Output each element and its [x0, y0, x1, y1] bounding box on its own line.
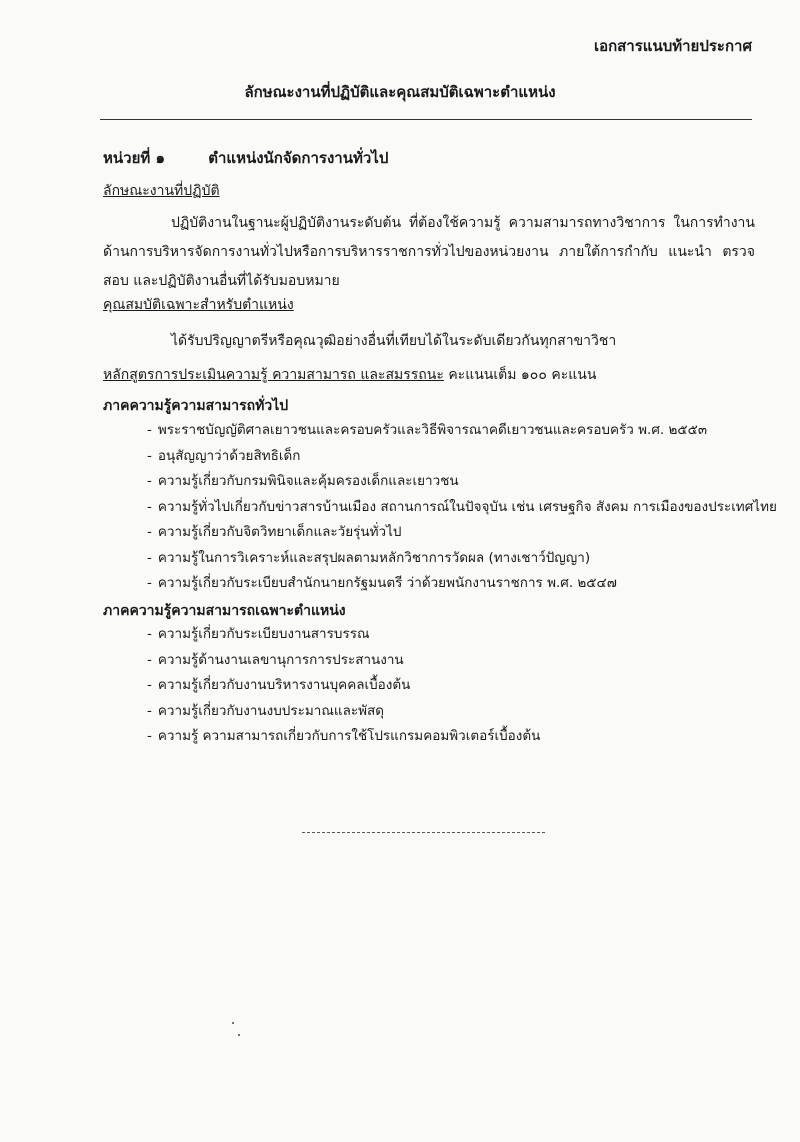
assessment-heading: หลักสูตรการประเมินความรู้ ความสามารถ และสมรรถนะ [103, 367, 444, 383]
qualification-text: ได้รับปริญญาตรีหรือคุณวุฒิอย่างอื่นที่เทียบได้ในระดับเดียวกันทุกสาขาวิชา [171, 333, 617, 349]
list-item: - ความรู้เกี่ยวกับระเบียบงานสารบรรณ [147, 626, 370, 642]
list-item: - ความรู้ในการวิเคราะห์และสรุปผลตามหลักวิชาการวัดผล (ทางเชาว์ปัญญา) [147, 549, 591, 566]
list-item: - ความรู้เกี่ยวกับจิตวิทยาเด็กและวัยรุ่นทั่วไป [147, 524, 402, 540]
list-item: - ความรู้เกี่ยวกับกรมพินิจและคุ้มครองเด็กและเยาวชน [147, 473, 459, 489]
list-item: - ความรู้ด้านงานเลขานุการการประสานงาน [147, 651, 404, 668]
assessment-score: คะแนนเต็ม ๑๐๐ คะแนน [448, 367, 597, 383]
list-item: - ความรู้ ความสามารถเกี่ยวกับการใช้โปรแกรมคอมพิวเตอร์เบื้องต้น [147, 728, 541, 744]
general-knowledge-list [147, 418, 777, 597]
duties-heading: ลักษณะงานที่ปฏิบัติ [103, 183, 220, 199]
list-item: - ความรู้เกี่ยวกับระเบียบสำนักนายกรัฐมนตรี ว่าด้วยพนักงานราชการ พ.ศ. ๒๕๔๗ [147, 575, 617, 591]
duties-paragraph: ปฏิบัติงานในฐานะผู้ปฏิบัติงานระดับต้น ที่ต้องใช้ความรู้ ความสามารถทางวิชาการ ในการทำงานด้านการบริหารจัดการงานทั่วไปหรือการบริหารราชการทั่วไปของหน่วยงาน ภายใต้การกำกับ แนะนำ ตรวจสอบ และปฏิบัติงานอื่นที่ได้รับมอบหมาย [103, 215, 755, 289]
scan-speck [238, 1034, 240, 1036]
general-section-heading: ภาคความรู้ความสามารถทั่วไป [103, 398, 289, 414]
assessment-line [103, 364, 596, 386]
specific-section-heading: ภาคความรู้ความสามารถเฉพาะตำแหน่ง [103, 603, 346, 619]
list-item: - พระราชบัญญัติศาลเยาวชนและครอบครัวและวิธีพิจารณาคดีเยาวชนและครอบครัว พ.ศ. ๒๕๕๓ [147, 422, 708, 438]
end-of-document-divider [302, 832, 545, 833]
list-item: - อนุสัญญาว่าด้วยสิทธิเด็ก [147, 447, 301, 464]
specific-knowledge-list [147, 622, 540, 750]
unit-heading [103, 146, 388, 170]
scan-speck [232, 1022, 234, 1024]
qualification-heading: คุณสมบัติเฉพาะสำหรับตำแหน่ง [103, 297, 294, 313]
list-item: - ความรู้เกี่ยวกับงานงบประมาณและพัสดุ [147, 702, 385, 719]
unit-position: ตำแหน่งนักจัดการงานทั่วไป [208, 149, 389, 167]
list-item: - ความรู้เกี่ยวกับงานบริหารงานบุคคลเบื้องต้น [147, 677, 411, 693]
attachment-note: เอกสารแนบท้ายประกาศ [593, 37, 752, 55]
document-title: ลักษณะงานที่ปฏิบัติและคุณสมบัติเฉพาะตำแหน่ง [244, 83, 556, 101]
title-divider [100, 119, 752, 120]
unit-label: หน่วยที่ ๑ [103, 149, 165, 167]
list-item: - ความรู้ทั่วไปเกี่ยวกับข่าวสารบ้านเมือง สถานการณ์ในปัจจุบัน เช่น เศรษฐกิจ สังคม การเมืองของประเทศไทย [147, 498, 777, 515]
